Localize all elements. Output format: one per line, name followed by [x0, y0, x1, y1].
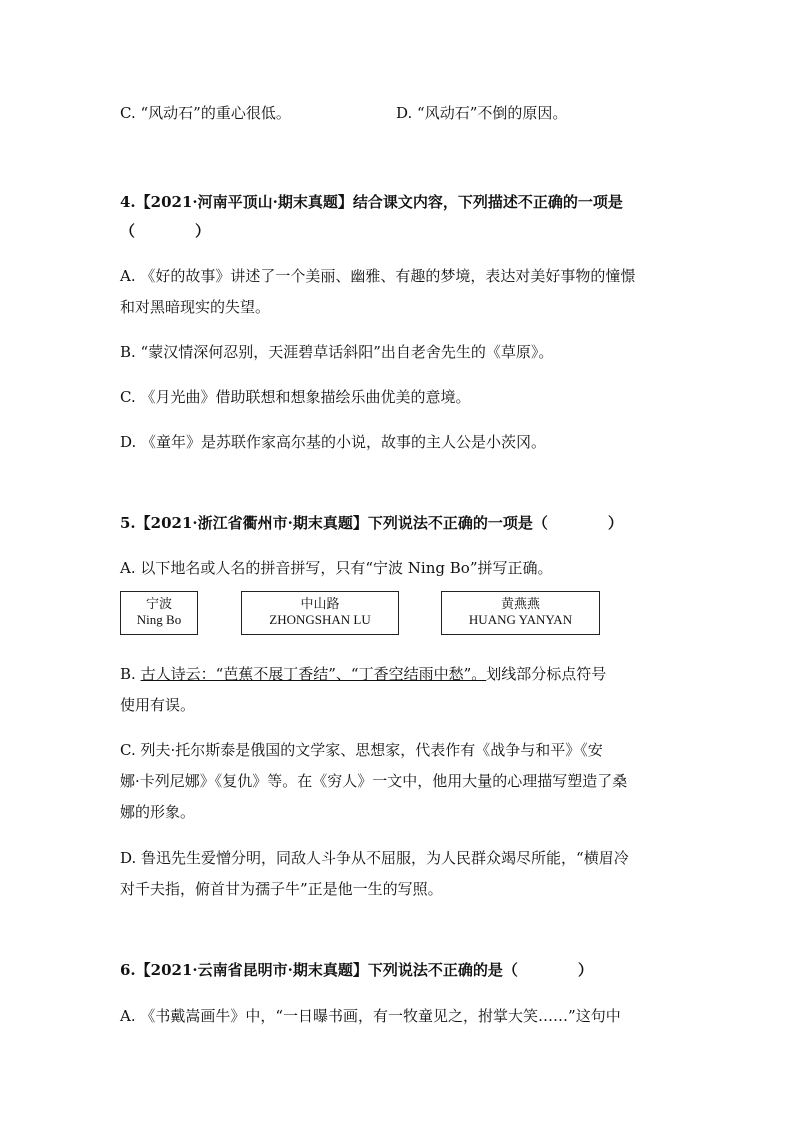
option-c: C. 列夫·托尔斯泰是俄国的文学家、思想家，代表作有《战争与和平》《安 — [120, 741, 603, 759]
option-a: A. 《好的故事》讲述了一个美丽、幽雅、有趣的梦境，表达对美好事物的憧憬 — [120, 267, 636, 285]
pinyin-box-pinyin: ZHONGSHAN LU — [269, 612, 371, 627]
option-d: D. 《童年》是苏联作家高尔基的小说，故事的主人公是小茨冈。 — [120, 433, 547, 451]
question-stem: 5.【2021·浙江省衢州市·期末真题】下列说法不正确的一项是（ ） — [120, 514, 623, 532]
pinyin-box — [441, 591, 600, 635]
pinyin-box-chinese: 黄燕燕 — [500, 596, 540, 611]
answer-blank: （ ） — [120, 222, 211, 240]
option-b-cont: 使用有误。 — [120, 696, 196, 714]
option-b-rest: 划线部分标点符号 — [486, 665, 607, 683]
option-d: D. “风动石”不倒的原因。 — [396, 104, 568, 122]
option-c-cont: 娜的形象。 — [120, 803, 196, 821]
option-a: A. 以下地名或人名的拼音拼写，只有“宁波 Ning Bo”拼写正确。 — [120, 559, 553, 577]
pinyin-box-chinese: 中山路 — [300, 596, 340, 611]
pinyin-box-pinyin: HUANG YANYAN — [468, 612, 573, 627]
option-c: C. “风动石”的重心很低。 — [120, 104, 291, 122]
option-b-prefix: B. — [120, 665, 141, 683]
option-d: D. 鲁迅先生爱憎分明，同敌人斗争从不屈服，为人民群众竭尽所能，“横眉冷 — [120, 849, 629, 867]
pinyin-box-pinyin: Ning Bo — [136, 612, 182, 627]
option-c-cont: 娜·卡列尼娜》《复仇》等。在《穷人》一文中，他用大量的心理描写塑造了桑 — [120, 772, 628, 790]
question-stem: 4.【2021·河南平顶山·期末真题】结合课文内容，下列描述不正确的一项是 — [120, 193, 623, 211]
underlined-text: 古人诗云：“芭蕉不展丁香结”、“丁香空结雨中愁”。 — [140, 665, 487, 683]
option-d-cont: 对千夫指，俯首甘为孺子牛”正是他一生的写照。 — [120, 880, 443, 898]
option-b — [120, 663, 606, 685]
pinyin-box — [120, 591, 198, 635]
option-a: A. 《书戴嵩画牛》中，“一日曝书画，有一牧童见之，拊掌大笑……”这句中 — [120, 1007, 621, 1025]
option-a-cont: 和对黑暗现实的失望。 — [120, 298, 271, 316]
pinyin-box-chinese: 宁波 — [145, 596, 172, 611]
question-stem: 6.【2021·云南省昆明市·期末真题】下列说法不正确的是（ ） — [120, 961, 593, 979]
option-b: B. “蒙汉情深何忍别，天涯碧草话斜阳”出自老舍先生的《草原》。 — [120, 343, 554, 361]
option-c: C. 《月光曲》借助联想和想象描绘乐曲优美的意境。 — [120, 388, 471, 406]
pinyin-box — [241, 591, 399, 635]
